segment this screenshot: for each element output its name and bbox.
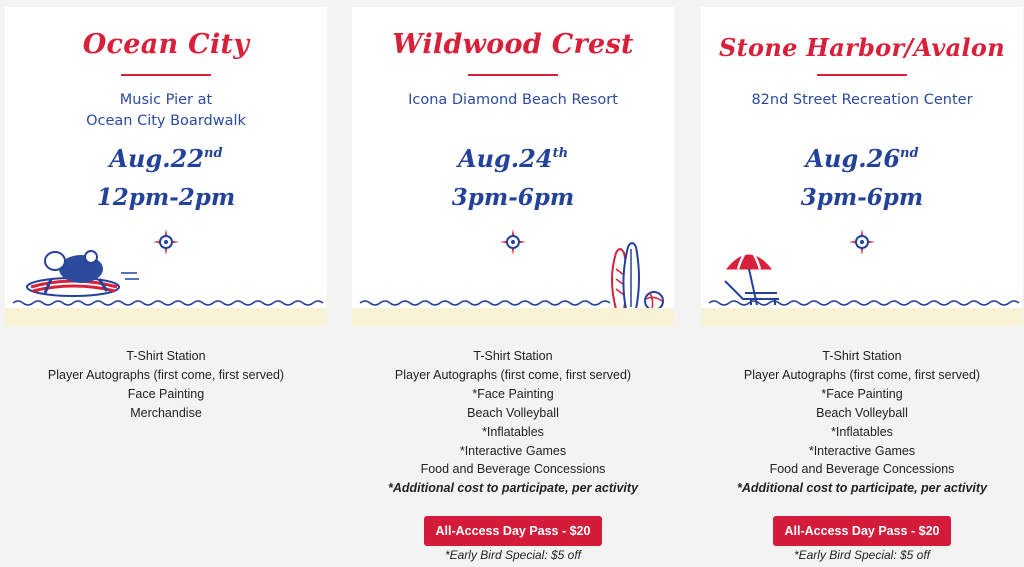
title-divider bbox=[817, 74, 907, 76]
compass-rose-icon bbox=[153, 229, 179, 255]
list-item: *Inflatables bbox=[482, 424, 544, 439]
list-item: *Face Painting bbox=[472, 386, 554, 401]
date-day: Aug.22 bbox=[109, 144, 205, 173]
list-item: T-Shirt Station bbox=[126, 349, 206, 363]
list-item: Face Painting bbox=[127, 386, 205, 401]
date-suffix: th bbox=[552, 146, 569, 161]
event-card bbox=[5, 7, 327, 326]
features-list bbox=[5, 347, 327, 423]
city-title: Wildwood Crest bbox=[392, 29, 634, 60]
event-card bbox=[701, 7, 1023, 326]
event-card bbox=[352, 7, 674, 326]
list-item: Beach Volleyball bbox=[816, 405, 908, 420]
event-time: 12pm-2pm bbox=[96, 184, 236, 211]
title-divider bbox=[468, 74, 558, 76]
venue-line: 82nd Street Recreation Center bbox=[751, 92, 973, 108]
features-list bbox=[701, 347, 1023, 498]
compass-rose-icon bbox=[849, 229, 875, 255]
event-column-wildwood-crest bbox=[352, 0, 674, 567]
list-item: Food and Beverage Concessions bbox=[769, 462, 955, 477]
event-time: 3pm-6pm bbox=[800, 184, 924, 211]
list-item: T-Shirt Station bbox=[473, 349, 553, 363]
date-day: Aug.26 bbox=[805, 144, 901, 173]
venue bbox=[5, 90, 327, 132]
date-suffix: nd bbox=[204, 146, 223, 161]
event-time: 3pm-6pm bbox=[451, 184, 575, 211]
list-item: *Interactive Games bbox=[459, 443, 567, 458]
early-bird-note: *Early Bird Special: $5 off bbox=[793, 548, 931, 562]
date-suffix: nd bbox=[900, 146, 919, 161]
list-item: Merchandise bbox=[130, 405, 202, 420]
list-item: Player Autographs (first come, first served) bbox=[394, 367, 632, 382]
venue-line: Ocean City Boardwalk bbox=[86, 113, 246, 129]
event-date bbox=[352, 144, 674, 173]
date-day: Aug.24 bbox=[457, 144, 553, 173]
sand-strip bbox=[5, 308, 327, 326]
event-date bbox=[5, 144, 327, 173]
venue-line: Music Pier at bbox=[119, 92, 213, 108]
additional-cost-note: *Additional cost to participate, per activity bbox=[387, 481, 639, 496]
additional-cost-note: *Additional cost to participate, per activity bbox=[736, 481, 988, 496]
venue-line: Icona Diamond Beach Resort bbox=[408, 92, 618, 108]
early-bird-note: *Early Bird Special: $5 off bbox=[444, 548, 582, 562]
venue bbox=[352, 90, 674, 111]
list-item: T-Shirt Station bbox=[822, 349, 902, 363]
title-divider bbox=[121, 74, 211, 76]
sand-strip bbox=[352, 308, 674, 326]
venue bbox=[701, 90, 1023, 111]
list-item: Beach Volleyball bbox=[467, 405, 559, 420]
city-title: Ocean City bbox=[82, 29, 250, 60]
list-item: *Face Painting bbox=[821, 386, 903, 401]
list-item: Player Autographs (first come, first served) bbox=[743, 367, 981, 382]
features-list bbox=[352, 347, 674, 498]
sand-strip bbox=[701, 308, 1023, 326]
city-title: Stone Harbor/Avalon bbox=[719, 33, 1005, 62]
list-item: Player Autographs (first come, first served) bbox=[47, 367, 285, 382]
compass-rose-icon bbox=[500, 229, 526, 255]
list-item: *Inflatables bbox=[831, 424, 893, 439]
event-date bbox=[701, 144, 1023, 173]
all-access-pass-button[interactable]: All-Access Day Pass - $20 bbox=[773, 516, 951, 546]
list-item: Food and Beverage Concessions bbox=[420, 462, 606, 477]
list-item: *Interactive Games bbox=[808, 443, 916, 458]
all-access-pass-button[interactable]: All-Access Day Pass - $20 bbox=[424, 516, 602, 546]
event-column-stone-harbor-avalon bbox=[701, 0, 1023, 567]
event-column-ocean-city bbox=[5, 0, 327, 567]
